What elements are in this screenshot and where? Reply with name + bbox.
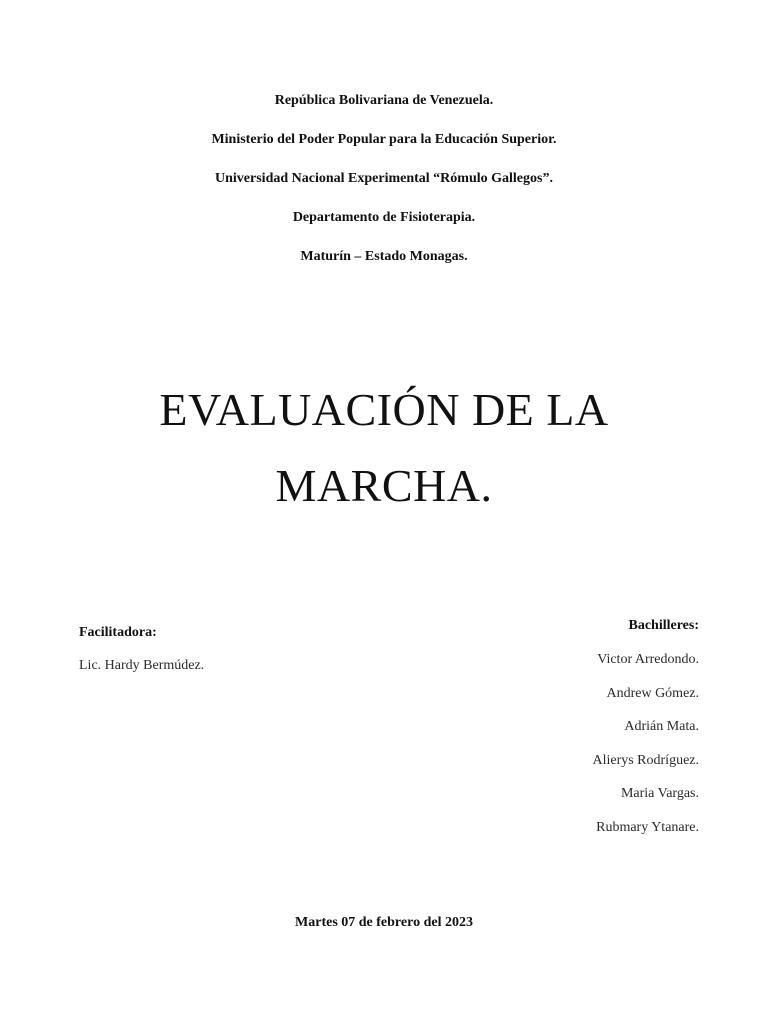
facilitator-label: Facilitadora: [79, 625, 157, 640]
institution-header [0, 92, 768, 287]
document-date: Martes 07 de febrero del 2023 [295, 915, 473, 930]
header-university: Universidad Nacional Experimental “Rómulo Gallegos”. [215, 171, 553, 186]
student-name: Alierys Rodríguez. [592, 752, 699, 768]
student-name: Andrew Gómez. [606, 685, 699, 701]
student-name: Adrián Mata. [624, 719, 699, 735]
facilitator-name: Lic. Hardy Bermúdez. [79, 658, 205, 673]
header-department: Departamento de Fisioterapia. [292, 210, 476, 225]
title-line-1: EVALUACIÓN DE LA [159, 384, 609, 435]
student-name: Rubmary Ytanare. [596, 819, 699, 835]
student-name: Victor Arredondo. [597, 652, 699, 667]
document-title [0, 383, 768, 535]
students-block [379, 617, 699, 853]
students-label: Bachilleres: [628, 618, 699, 633]
header-location: Maturín – Estado Monagas. [300, 249, 468, 264]
facilitator-block [79, 624, 399, 675]
header-country: República Bolivariana de Venezuela. [274, 93, 494, 108]
student-name: Maria Vargas. [620, 786, 699, 802]
title-line-2: MARCHA. [275, 460, 493, 511]
header-ministry: Ministerio del Poder Popular para la Educación Superior. [211, 132, 557, 147]
